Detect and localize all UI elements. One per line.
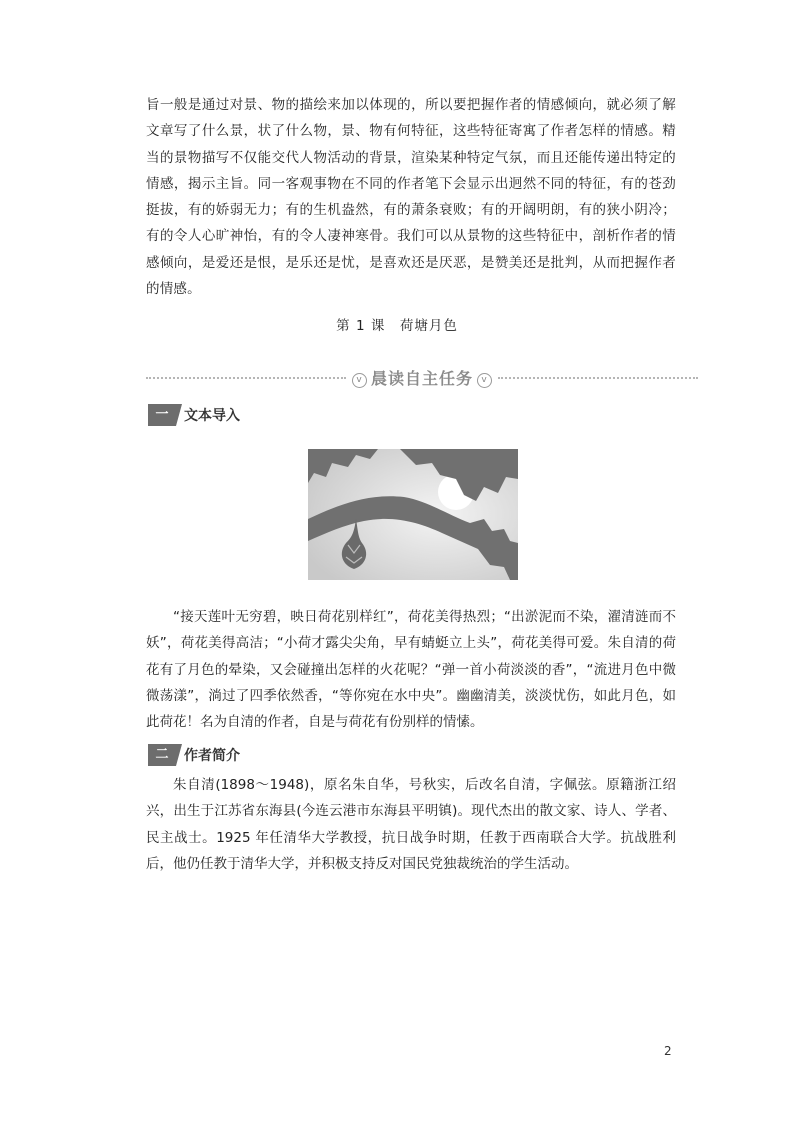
banner-label: 晨读自主任务 <box>370 369 473 388</box>
lotus-moon-illustration <box>308 449 518 580</box>
banner-heading <box>146 366 698 389</box>
section-title: 文本导入 <box>184 408 240 424</box>
intro-text-paragraph: “接天莲叶无穷碧，映日荷花别样红”，荷花美得热烈；“出淤泥而不染，濯清涟而不妖”，荷花美得高洁；“小荷才露尖尖角，早有蜻蜓立上头”，荷花美得可爱。朱自清的荷花有了月色的晕染，又会碰撞出怎样的火花呢？“弹一首小荷淡淡的香”，“流进月色中微微荡漾”，淌过了四季依然香，“等你宛在水中央”。幽幽清美，淡淡忧伤，如此月色，如此荷花！名为自清的作者，自是与荷花有份别样的情愫。 <box>146 609 676 731</box>
section-banner <box>146 366 698 390</box>
lesson-title: 第 1 课 荷塘月色 <box>336 318 458 334</box>
section-title: 作者简介 <box>184 748 240 764</box>
section-number-badge: 二 <box>148 744 176 766</box>
chevron-down-icon: v <box>477 373 492 388</box>
section-number-badge: 一 <box>148 404 176 426</box>
author-bio-paragraph: 朱自清(1898～1948)，原名朱自华，号秋实，后改名自清，字佩弦。原籍浙江绍兴，出生于江苏省东海县(今连云港市东海县平明镇)。现代杰出的散文家、诗人、学者、民主战士。1925 年任清华大学教授，抗日战争时期，任教于西南联合大学。抗战胜利后，他仍任教于清华大学，并积极支持反对国民党独裁统治的学生活动。 <box>146 777 676 872</box>
intro-paragraph: 旨一般是通过对景、物的描绘来加以体现的，所以要把握作者的情感倾向，就必须了解文章写了什么景，状了什么物，景、物有何特征，这些特征寄寓了作者怎样的情感。精当的景物描写不仅能交代人物活动的背景，渲染某种特定气氛，而且还能传递出特定的情感，揭示主旨。同一客观事物在不同的作者笔下会显示出迥然不同的特征，有的苍劲挺拔，有的娇弱无力；有的生机盎然，有的萧条衰败；有的开阔明朗，有的狭小阴冷；有的令人心旷神怡，有的令人凄神寒骨。我们可以从景物的这些特征中，剖析作者的情感倾向，是爱还是恨，是乐还是忧，是喜欢还是厌恶，是赞美还是批判，从而把握作者的情感。 <box>146 97 676 298</box>
page-number: 2 <box>664 1044 672 1058</box>
intro-paragraph-block <box>146 92 676 302</box>
chevron-down-icon: v <box>352 373 367 388</box>
